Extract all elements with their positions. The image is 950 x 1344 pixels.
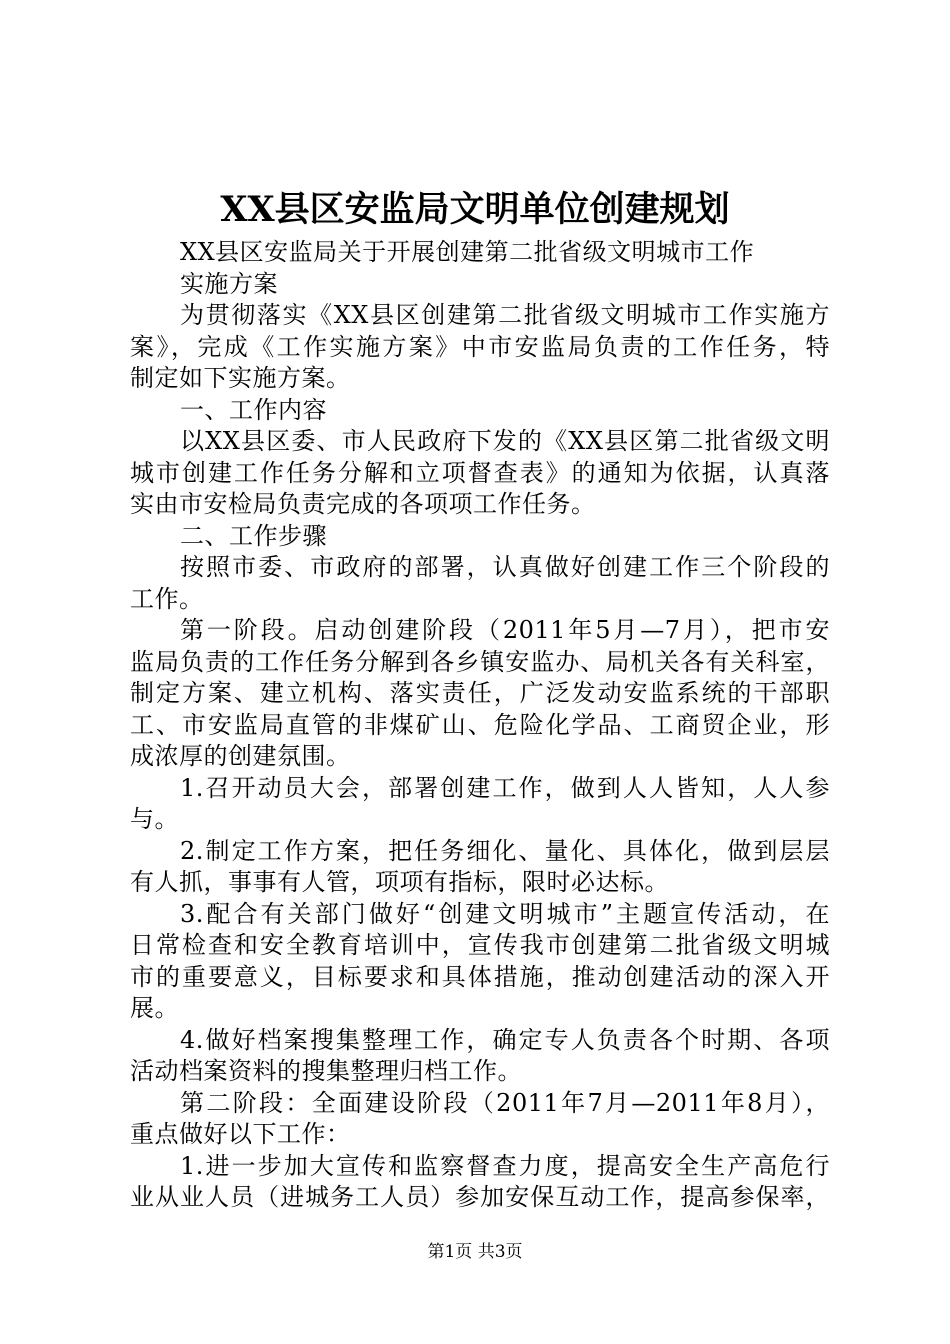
text-line: 城市创建工作任务分解和立项督查表》的通知为依据，认真落 [130, 458, 830, 487]
text-line: 市的重要意义，目标要求和具体措施，推动创建活动的深入开 [130, 962, 830, 991]
text-line: 1.进一步加大宣传和监察督查力度，提高安全生产高危行 [180, 1151, 830, 1180]
text-line: 实施方案 [180, 269, 278, 298]
text-line: 2.制定工作方案，把任务细化、量化、具体化，做到层层 [180, 836, 830, 865]
document-title: XX县区安监局文明单位创建规划 [220, 189, 730, 230]
text-line: 实由市安检局负责完成的各项项工作任务。 [130, 490, 596, 518]
text-line: 制定方案、建立机构、落实责任，广泛发动安监系统的干部职 [130, 679, 830, 707]
text-line: 业从业人员（进城务工人员）参加安保互动工作，提高参保率， [130, 1183, 830, 1211]
text-line: 3.配合有关部门做好“创建文明城市”主题宣传活动，在 [180, 899, 830, 928]
text-line: 以XX县区委、市人民政府下发的《XX县区第二批省级文明 [180, 427, 830, 455]
text-line: 案》，完成《工作实施方案》中市安监局负责的工作任务，特 [130, 332, 830, 361]
text-line: 工、市安监局直管的非煤矿山、危险化学品、工商贸企业，形 [130, 710, 830, 739]
text-line: 活动档案资料的搜集整理归档工作。 [130, 1057, 522, 1085]
text-line: 第一阶段。启动创建阶段（2011年5月—7月），把市安 [180, 616, 830, 644]
text-line: 监局负责的工作任务分解到各乡镇安监办、局机关各有关科室， [130, 647, 830, 676]
page-footer: 第1页 共3页 [427, 1242, 523, 1262]
text-line: 重点做好以下工作： [130, 1120, 351, 1148]
text-line: 一、工作内容 [180, 395, 327, 424]
text-line: 4.做好档案搜集整理工作，确定专人负责各个时期、各项 [180, 1025, 830, 1054]
text-line: 有人抓，事事有人管，项项有指标，限时必达标。 [130, 868, 669, 896]
text-line: 日常检查和安全教育培训中，宣传我市创建第二批省级文明城 [130, 931, 830, 959]
text-line: 第二阶段：全面建设阶段（2011年7月—2011年8月）， [180, 1088, 830, 1117]
text-line: 展。 [130, 994, 179, 1022]
text-line: 制定如下实施方案。 [130, 364, 351, 392]
text-line: 1.召开动员大会，部署创建工作，做到人人皆知，人人参 [180, 773, 830, 802]
text-line: 二、工作步骤 [180, 521, 327, 550]
text-line: 工作。 [130, 584, 204, 613]
text-line: 按照市委、市政府的部署，认真做好创建工作三个阶段的 [180, 553, 830, 581]
text-line: 与。 [130, 805, 179, 833]
text-line: 成浓厚的创建氛围。 [130, 742, 351, 770]
text-line: 为贯彻落实《XX县区创建第二批省级文明城市工作实施方 [180, 301, 830, 329]
text-line: XX县区安监局关于开展创建第二批省级文明城市工作 [180, 238, 755, 266]
document-body [130, 237, 830, 1214]
